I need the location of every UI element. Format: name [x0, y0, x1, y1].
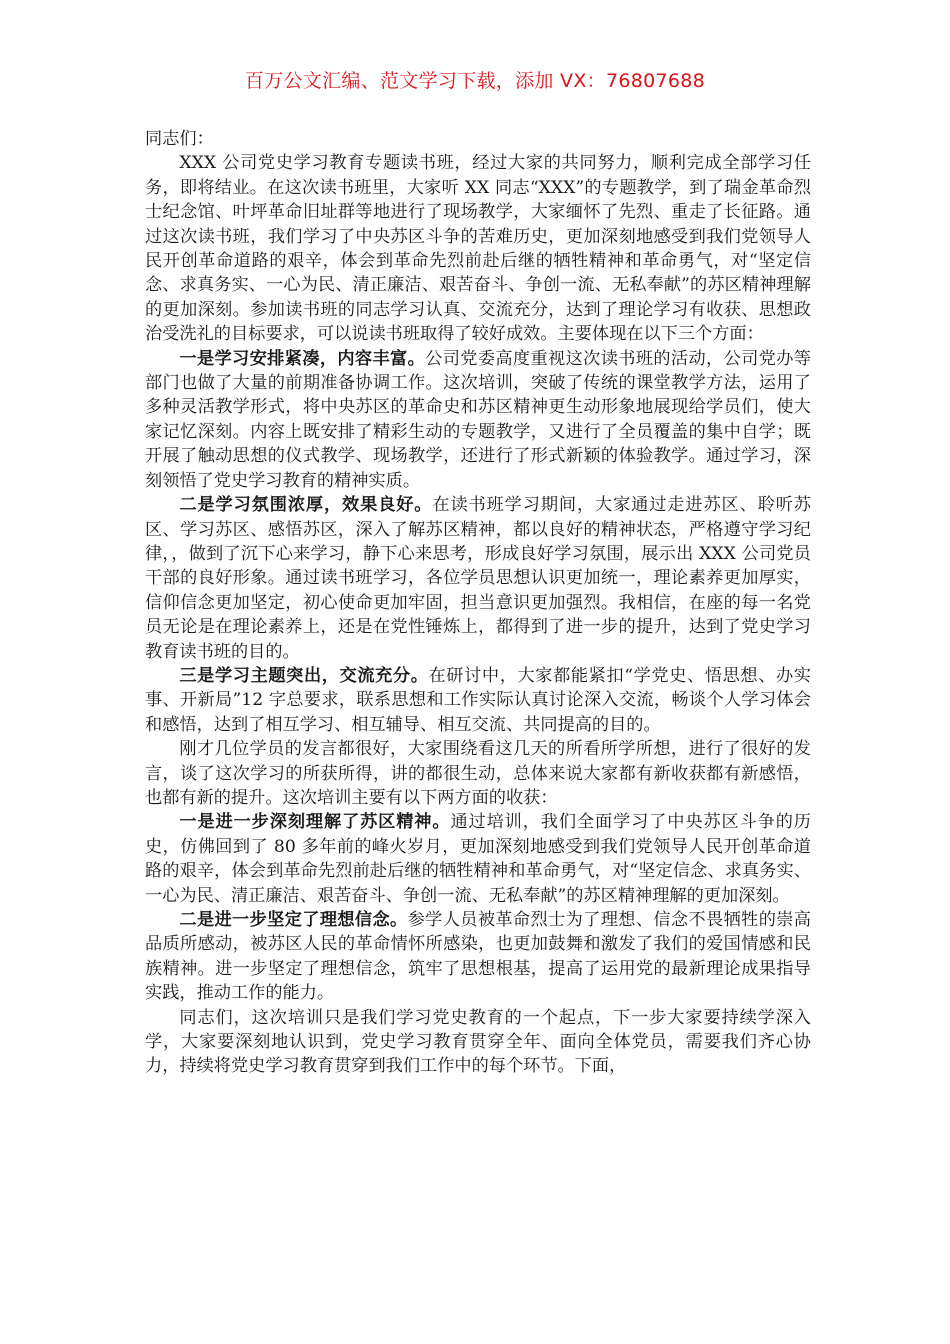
point-3-heading: 三是学习主题突出，交流充分。 — [179, 665, 429, 686]
point-1-heading: 一是学习安排紧凑，内容丰富。 — [179, 348, 426, 369]
salutation: 同志们： — [145, 129, 214, 149]
paragraph-gain-1 — [145, 810, 811, 908]
paragraph-intro: XXX 公司党史学习教育专题读书班，经过大家的共同努力，顺利完成全部学习任务，即将结业。在这次读书班里，大家听 XX 同志“XXX”的专题教学，到了瑞金革命烈士纪念馆、叶坪革命旧址群等地进行了现场教学，大家缅怀了先烈、重走了长征路。通过这次读书班，我们学习了中央苏区斗争的苦难历史，更加深刻地感受到我们党领导人民开创革命道路的艰辛，体会到革命先烈前赴后继的牺牲精神和革命勇气，对“坚定信念、求真务实、一心为民、清正廉洁、艰苦奋斗、争创一流、无私奉献”的苏区精神理解的更加深刻。参加读书班的同志学习认真、交流充分，达到了理论学习有收获、思想政治受洗礼的目标要求，可以说读书班取得了较好成效。主要体现在以下三个方面： — [145, 153, 811, 345]
gain-1-text: 通过培训，我们全面学习了中央苏区斗争的历史，仿佛回到了 80 多年前的峰火岁月，更加深刻地感受到我们党领导人民开创革命道路的艰辛，体会到革命先烈前赴后继的牺牲精神和革命勇气，对“坚定信念、求真务实、一心为民、清正廉洁、艰苦奋斗、争创一流、无私奉献”的苏区精神理解的更加深刻。 — [145, 812, 811, 906]
paragraph-point-1 — [145, 347, 811, 493]
paragraph-gain-2 — [145, 908, 811, 1006]
paragraph-summary: 刚才几位学员的发言都很好，大家围绕看这几天的所看所学所想，进行了很好的发言，谈了这次学习的所获所得，讲的都很生动，总体来说大家都有新收获都有新感悟，也都有新的提升。这次培训主要有以下两方面的收获： — [145, 739, 811, 808]
document-body — [145, 127, 811, 1079]
gain-2-heading: 二是进一步坚定了理想信念。 — [179, 910, 408, 930]
gain-2-text: 参学人员被革命烈士为了理想、信念不畏牺牲的崇高品质所感动，被苏区人民的革命情怀所感染，也更加鼓舞和激发了我们的爱国情感和民族精神。进一步坚定了理想信念，筑牢了思想根基，提高了运用党的最新理论成果指导实践，推动工作的能力。 — [145, 910, 811, 1004]
promo-banner: 百万公文汇编、范文学习下载，添加 VX：76807688 — [244, 70, 706, 92]
point-2-heading: 二是学习氛围浓厚，效果良好。 — [179, 495, 433, 516]
paragraph-point-3 — [145, 664, 811, 737]
point-2-text: 在读书班学习期间，大家通过走进苏区、聆听苏区、学习苏区、感悟苏区，深入了解苏区精神，都以良好的精神状态，严格遵守学习纪律，，做到了沉下心来学习，静下心来思考，形成良好学习氛围，展示出 XXX 公司党员干部的良好形象。通过读书班学习，各位学员思想认识更加统一，理论素养更加厚实，信仰信念更加坚定，初心使命更加牢固，担当意识更加强烈。我相信，在座的每一名党员无论是在理论素养上，还是在党性锤炼上，都得到了进一步的提升，达到了党史学习教育读书班的目的。 — [145, 495, 811, 662]
paragraph-point-2 — [145, 493, 811, 664]
paragraph-closing: 同志们，这次培训只是我们学习党史教育的一个起点，下一步大家要持续学深入学，大家要深刻地认识到，党史学习教育贯穿全年、面向全体党员，需要我们齐心协力，持续将党史学习教育贯穿到我们工作中的每个环节。下面， — [145, 1007, 811, 1077]
point-1-text: 公司党委高度重视这次读书班的活动，公司党办等部门也做了大量的前期准备协调工作。这次培训，突破了传统的课堂教学方法，运用了多种灵活教学形式，将中央苏区的革命史和苏区精神更生动形象地展现给学员们，使大家记忆深刻。内容上既安排了精彩生动的专题教学，又进行了全员覆盖的集中自学；既开展了触动思想的仪式教学、现场教学，还进行了形式新颖的体验教学。通过学习，深刻领悟了党史学习教育的精神实质。 — [145, 348, 811, 491]
gain-1-heading: 一是进一步深刻理解了苏区精神。 — [179, 812, 451, 833]
point-3-text: 在研讨中，大家都能紧扣“学党史、悟思想、办实事、开新局”12 字总要求，联系思想和工作实际认真讨论深入交流，畅谈个人学习体会和感悟，达到了相互学习、相互辅导、相互交流、共同提高的目的。 — [145, 665, 811, 735]
